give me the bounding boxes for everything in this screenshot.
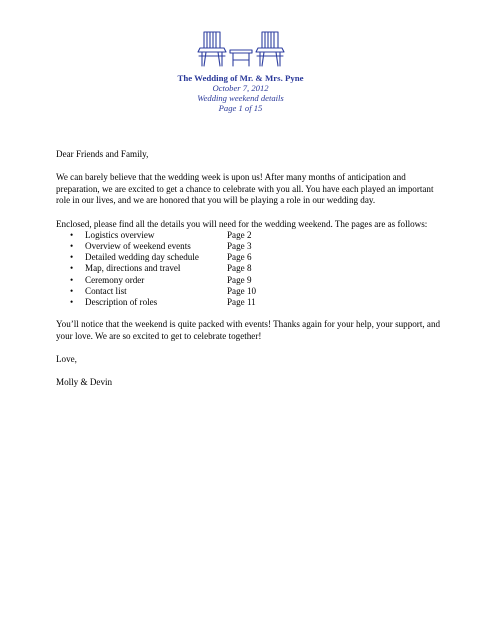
bullet-icon: • bbox=[70, 296, 74, 307]
page-index-list bbox=[56, 230, 446, 308]
paragraph-enclosed: Enclosed, please find all the details you will need for the wedding weekend. The pages are as follows: bbox=[56, 218, 428, 229]
list-item bbox=[56, 263, 446, 274]
page-number: Page 1 of 15 bbox=[218, 103, 263, 113]
bullet-icon: • bbox=[70, 241, 74, 252]
greeting: Dear Friends and Family, bbox=[56, 149, 149, 159]
paragraph-thanks: You’ll notice that the weekend is quite packed with events! Thanks again for your help, your support, and your love. We are so excited to get to celebrate together! bbox=[56, 319, 441, 341]
list-item bbox=[56, 286, 446, 297]
list-item bbox=[56, 297, 446, 308]
item-label: Ceremony order bbox=[85, 274, 145, 285]
list-item bbox=[56, 230, 446, 241]
list-item bbox=[56, 241, 446, 252]
item-label: Map, directions and travel bbox=[85, 263, 181, 274]
document-subtitle: Wedding weekend details bbox=[197, 93, 284, 103]
item-page: Page 9 bbox=[227, 274, 252, 285]
item-label: Contact list bbox=[85, 285, 127, 296]
item-label: Description of roles bbox=[85, 296, 158, 307]
item-page: Page 8 bbox=[227, 263, 252, 274]
item-label: Overview of weekend events bbox=[85, 241, 191, 252]
signature: Molly & Devin bbox=[56, 377, 113, 388]
item-page: Page 3 bbox=[227, 241, 252, 252]
item-label: Detailed wedding day schedule bbox=[85, 252, 199, 263]
closing: Love, bbox=[56, 354, 77, 365]
wedding-date: October 7, 2012 bbox=[212, 83, 269, 93]
letter-body bbox=[56, 149, 446, 401]
document-header bbox=[0, 73, 481, 113]
adirondack-chairs-logo-icon bbox=[196, 28, 286, 70]
bullet-icon: • bbox=[70, 285, 74, 296]
item-label: Logistics overview bbox=[85, 230, 155, 241]
bullet-icon: • bbox=[70, 252, 74, 263]
paragraph-intro: We can barely believe that the wedding week is upon us! After many months of anticipation and preparation, we are excited to get a chance to celebrate with you all. You have each played an important role in our lives, and we are honored that you will be playing a role in our wedding day. bbox=[56, 172, 434, 206]
bullet-icon: • bbox=[70, 274, 74, 285]
item-page: Page 6 bbox=[227, 252, 252, 263]
bullet-icon: • bbox=[70, 263, 74, 274]
list-item bbox=[56, 252, 446, 263]
wedding-title: The Wedding of Mr. & Mrs. Pyne bbox=[177, 73, 304, 83]
item-page: Page 2 bbox=[227, 230, 252, 241]
bullet-icon: • bbox=[70, 230, 74, 241]
list-item bbox=[56, 275, 446, 286]
item-page: Page 10 bbox=[227, 285, 257, 296]
item-page: Page 11 bbox=[227, 296, 256, 307]
